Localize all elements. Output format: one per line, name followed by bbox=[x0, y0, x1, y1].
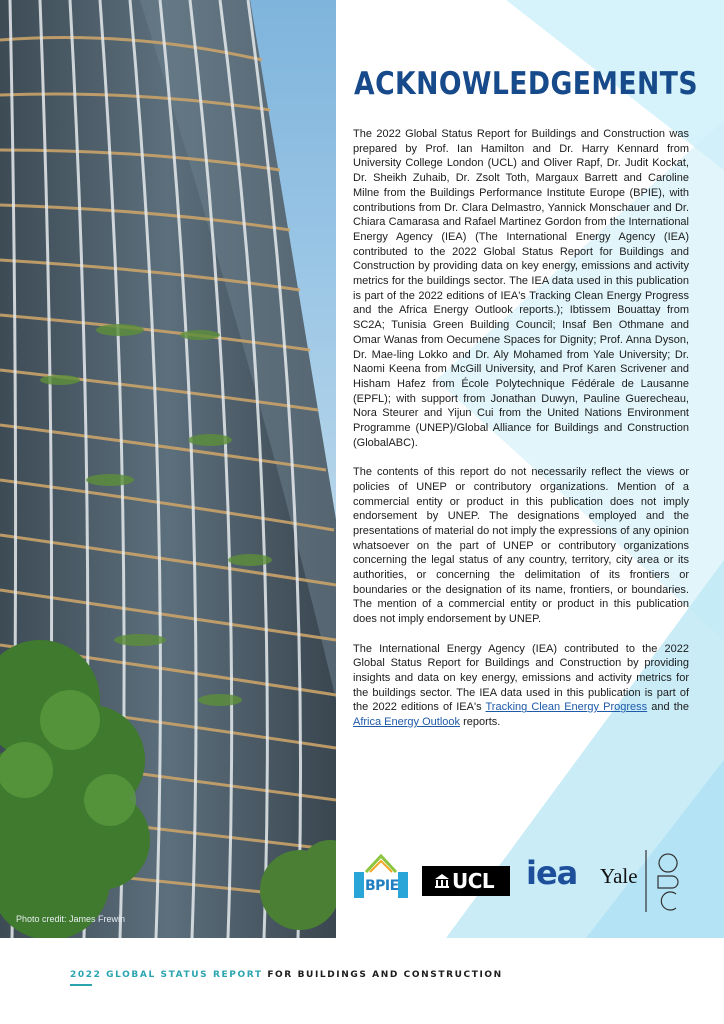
footer-accent-rule bbox=[70, 984, 92, 986]
page-title: ACKNOWLEDGEMENTS bbox=[354, 66, 698, 102]
globalabc-logo bbox=[644, 848, 684, 914]
paragraph-3-tail: reports. bbox=[463, 716, 501, 729]
globalabc-mark-icon bbox=[644, 848, 684, 914]
africa-energy-outlook-link[interactable]: Africa Energy Outlook bbox=[353, 716, 460, 729]
acknowledgements-body bbox=[353, 127, 689, 744]
paragraph-2: The contents of this report do not necessarily reflect the views or policies of UNEP or contributory organizations. Mention of a commercial entity or product in this publication does not imply endorsement by UNEP. The designations employed and the presentations of material do not imply the expressions of any opinion whatsoever on the part of UNEP or contributory organizations concerning the legal status of any country, territory, city area or its authorities, or concerning the delimitation of its frontiers or boundaries or the designation of its name, frontiers, or boundaries. The mention of a commercial entity or product in this publication does not imply endorsement by UNEP. bbox=[353, 466, 689, 626]
building-facade-illustration bbox=[0, 0, 336, 938]
yale-logo-text: Yale bbox=[600, 864, 638, 888]
bpie-logo-text: BPIE bbox=[365, 878, 399, 894]
paragraph-3 bbox=[353, 642, 689, 730]
footer-report-title bbox=[70, 970, 503, 980]
ucl-portico-icon bbox=[434, 873, 450, 889]
paragraph-3-mid: and the bbox=[651, 701, 690, 714]
yale-logo bbox=[600, 864, 646, 898]
ucl-logo bbox=[422, 866, 510, 896]
ucl-logo-text: UCL bbox=[452, 869, 495, 893]
footer-report-title-part2: FOR BUILDINGS AND CONSTRUCTION bbox=[267, 970, 503, 980]
tracking-clean-energy-progress-link[interactable]: Tracking Clean Energy Progress bbox=[485, 701, 648, 714]
iea-logo bbox=[526, 856, 592, 896]
bpie-logo bbox=[352, 850, 410, 900]
paragraph-3-lead: The International Energy Agency (IEA) contributed to the 2022 Global Status Report for Buildings and Construction by providing insights and data on key energy, emissions and activity metrics for the buildings sector. The IEA data used in this publication is part of the 2022 editions of IEA's bbox=[353, 642, 689, 714]
iea-logo-text: iea bbox=[526, 854, 578, 892]
paragraph-1: The 2022 Global Status Report for Buildings and Construction was prepared by Prof. Ian Hamilton and Dr. Harry Kennard from University College London (UCL) and Oliver Rapf, Dr. Judit Kockat, Dr. Sheikh Zuhaib, Dr. Zsolt Toth, Margaux Barrett and Caroline Milne from the Buildings Performance Institute Europe (BPIE), with contributions from Dr. Clara Delmastro, Yannick Monschauer and Dr. Chiara Camarasa and Rafael Martinez Gordon from the International Energy Agency (IEA) (The International Energy Agency (IEA) contributed to the 2022 Global Status Report for Buildings and Construction by providing data on key energy, emissions and activity metrics for the buildings sector. The IEA data used in this publication is part of the 2022 editions of IEA's Tracking Clean Energy Progress and the Africa Energy Outlook reports.); Ibtissem Bouattay from SC2A; Tunisia Green Building Council; Insaf Ben Othmane and Omar Wanas from Oecumene Spaces for Dignity; Prof. Anna Dyson, Dr. Mae-ling Lokko and Dr. Aly Mohamed from Yale University; Dr. Naomi Keena from McGill University, and Prof Karen Scrivener and Hisham Hafez from École Polytechnique Fédérale de Lausanne (EPFL); with support from Jonathan Duwyn, Pauline Guerecheau, Nora Steurer and Yijun Cui from the United Nations Environment Programme (UNEP)/Global Alliance for Buildings and Construction (GlobalABC). bbox=[353, 128, 689, 449]
partner-logos bbox=[352, 848, 708, 914]
photo-credit: Photo credit: James Frewin bbox=[16, 914, 126, 924]
content-panel bbox=[336, 0, 724, 938]
building-photo bbox=[0, 0, 336, 938]
footer-report-title-part1: 2022 GLOBAL STATUS REPORT bbox=[70, 970, 263, 980]
